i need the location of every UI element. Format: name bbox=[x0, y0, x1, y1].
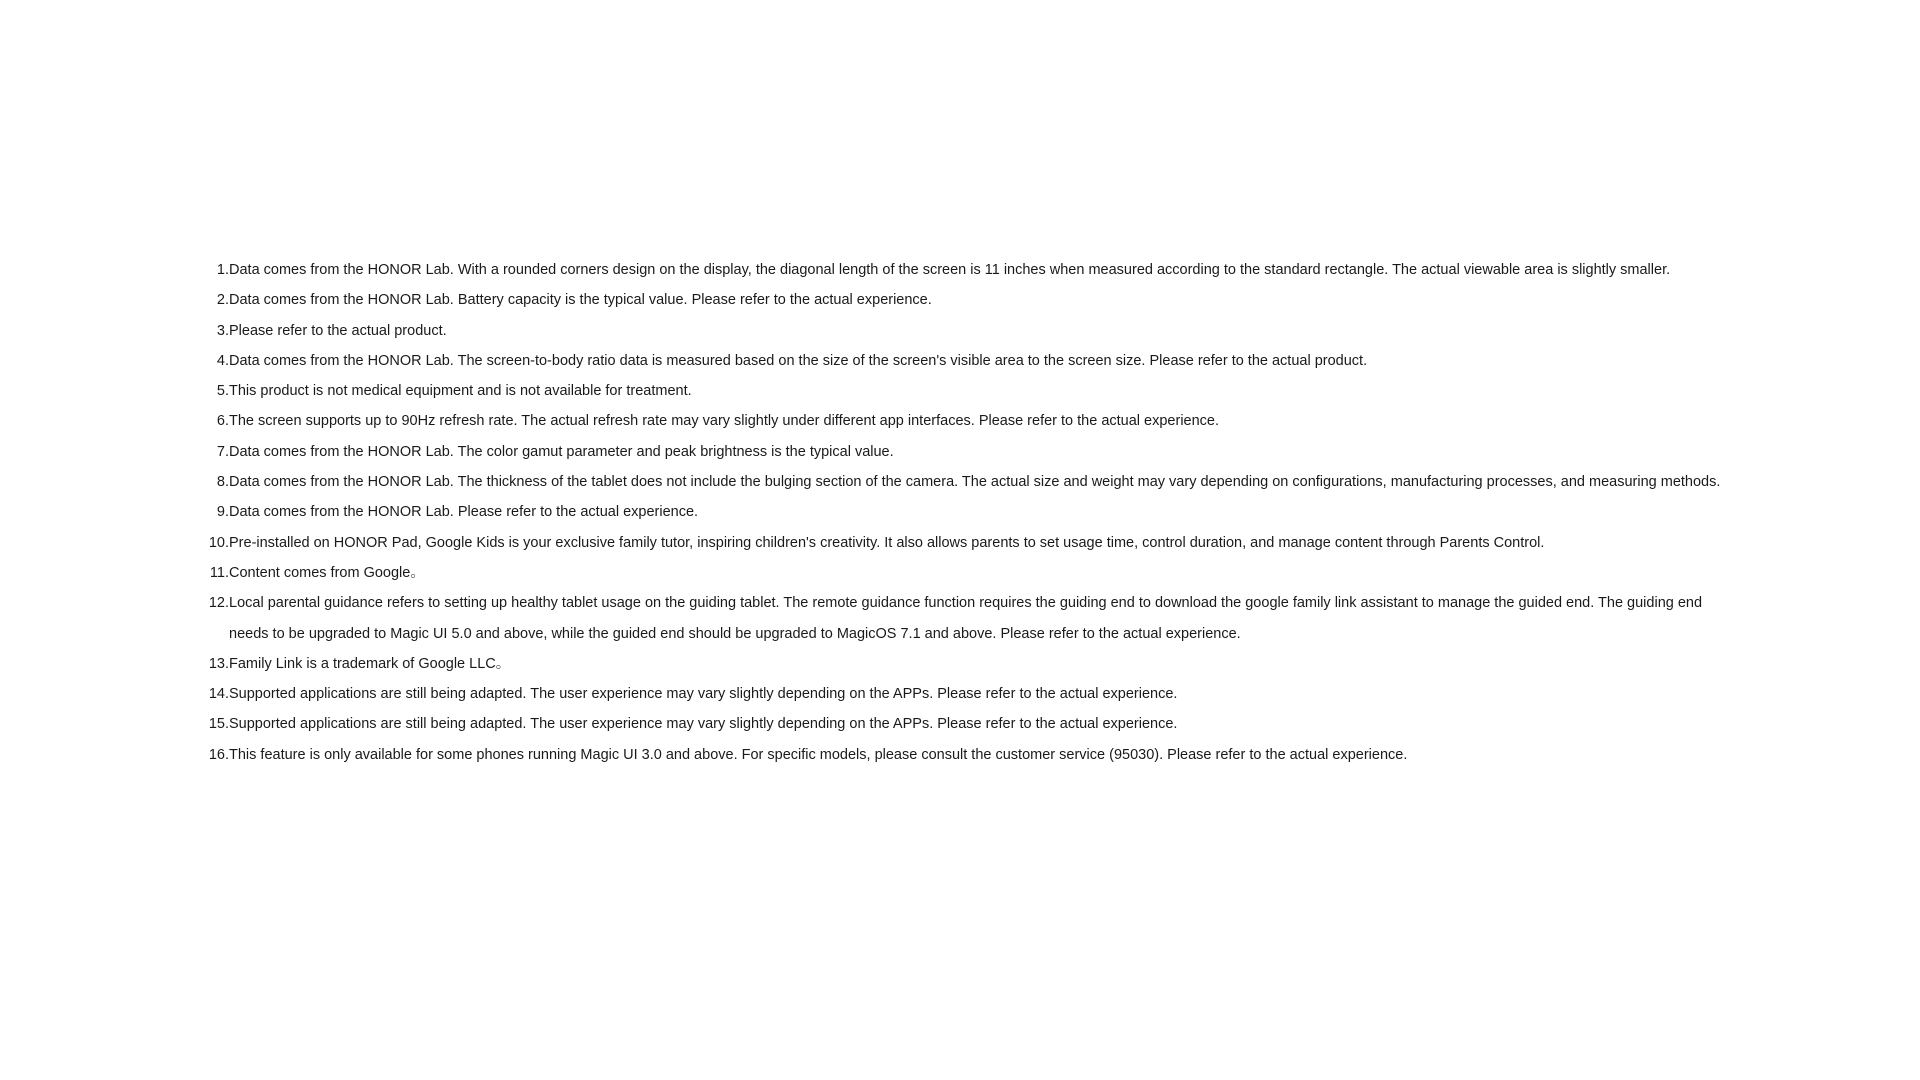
footnote-number: 16. bbox=[208, 746, 229, 763]
footnote-number: 3. bbox=[216, 322, 229, 339]
footnote-item bbox=[200, 679, 1730, 709]
footnote-number: 10. bbox=[208, 534, 229, 551]
footnote-text: Data comes from the HONOR Lab. The color gamut parameter and peak brightness is the typical value. bbox=[229, 443, 894, 460]
footnote-item bbox=[200, 255, 1730, 285]
footnote-item bbox=[200, 406, 1730, 436]
footnote-number: 12. bbox=[208, 595, 229, 612]
footnote-item bbox=[200, 376, 1730, 406]
footnote-text: This product is not medical equipment and is not available for treatment. bbox=[229, 383, 692, 400]
footnote-text: Local parental guidance refers to setting up healthy tablet usage on the guiding tablet. The remote guidance function requires the guiding end to download the google family link assistant to manage the guided end. The guiding end needs to be upgraded to Magic UI 5.0 and above, while the guided end should be upgraded to MagicOS 7.1 and above. Please refer to the actual experience. bbox=[229, 595, 1703, 642]
footnote-item bbox=[200, 437, 1730, 467]
footnote-item bbox=[200, 316, 1730, 346]
footnote-text: Supported applications are still being adapted. The user experience may vary slightly depending on the APPs. Please refer to the actual experience. bbox=[229, 716, 1178, 733]
footnote-item bbox=[200, 558, 1730, 588]
footnote-text: Pre-installed on HONOR Pad, Google Kids is your exclusive family tutor, inspiring children's creativity. It also allows parents to set usage time, control duration, and manage content through Parents Control. bbox=[229, 534, 1545, 551]
footnote-item bbox=[200, 740, 1730, 770]
footnote-text: Data comes from the HONOR Lab. Battery capacity is the typical value. Please refer to the actual experience. bbox=[229, 292, 932, 309]
footnote-number: 5. bbox=[216, 383, 229, 400]
footnote-number: 2. bbox=[216, 292, 229, 309]
footnote-text: Content comes from Google。 bbox=[229, 564, 425, 581]
footnote-number: 7. bbox=[216, 443, 229, 460]
footnote-item bbox=[200, 709, 1730, 739]
footnote-text: Data comes from the HONOR Lab. Please refer to the actual experience. bbox=[229, 504, 699, 521]
footnote-number: 1. bbox=[216, 262, 229, 278]
footnote-item bbox=[200, 497, 1730, 527]
footnote-number: 15. bbox=[208, 716, 229, 733]
footnote-text: Supported applications are still being adapted. The user experience may vary slightly depending on the APPs. Please refer to the actual experience. bbox=[229, 686, 1178, 703]
footnote-item bbox=[200, 649, 1730, 679]
footnote-number: 4. bbox=[216, 352, 229, 369]
footnote-text: Please refer to the actual product. bbox=[229, 322, 447, 339]
footnote-text: Family Link is a trademark of Google LLC。 bbox=[229, 655, 511, 672]
footnote-item bbox=[200, 528, 1730, 558]
footnote-item bbox=[200, 588, 1730, 649]
footnote-item bbox=[200, 467, 1730, 497]
footnote-text: The screen supports up to 90Hz refresh rate. The actual refresh rate may vary slightly under different app interfaces. Please refer to the actual experience. bbox=[229, 413, 1220, 430]
footnote-number: 8. bbox=[216, 474, 229, 491]
footnote-number: 14. bbox=[208, 686, 229, 703]
footnote-number: 13. bbox=[208, 655, 229, 672]
footnote-number: 11. bbox=[209, 564, 229, 581]
footnote-number: 6. bbox=[216, 413, 229, 430]
footnote-text: Data comes from the HONOR Lab. The thickness of the tablet does not include the bulging section of the camera. The actual size and weight may vary depending on configurations, manufacturing processes, and measuring methods. bbox=[229, 474, 1721, 491]
footnote-text: Data comes from the HONOR Lab. With a rounded corners design on the display, the diagonal length of the screen is 11 inches when measured according to the standard rectangle. The actual viewable area is slightly smaller. bbox=[229, 262, 1671, 278]
footnote-item bbox=[200, 285, 1730, 315]
footnote-item bbox=[200, 346, 1730, 376]
footnotes-list bbox=[200, 255, 1730, 770]
footnote-number: 9. bbox=[216, 504, 229, 521]
footnote-text: This feature is only available for some phones running Magic UI 3.0 and above. For specific models, please consult the customer service (95030). Please refer to the actual experience. bbox=[229, 746, 1408, 763]
footnote-text: Data comes from the HONOR Lab. The screen-to-body ratio data is measured based on the size of the screen's visible area to the screen size. Please refer to the actual product. bbox=[229, 352, 1368, 369]
